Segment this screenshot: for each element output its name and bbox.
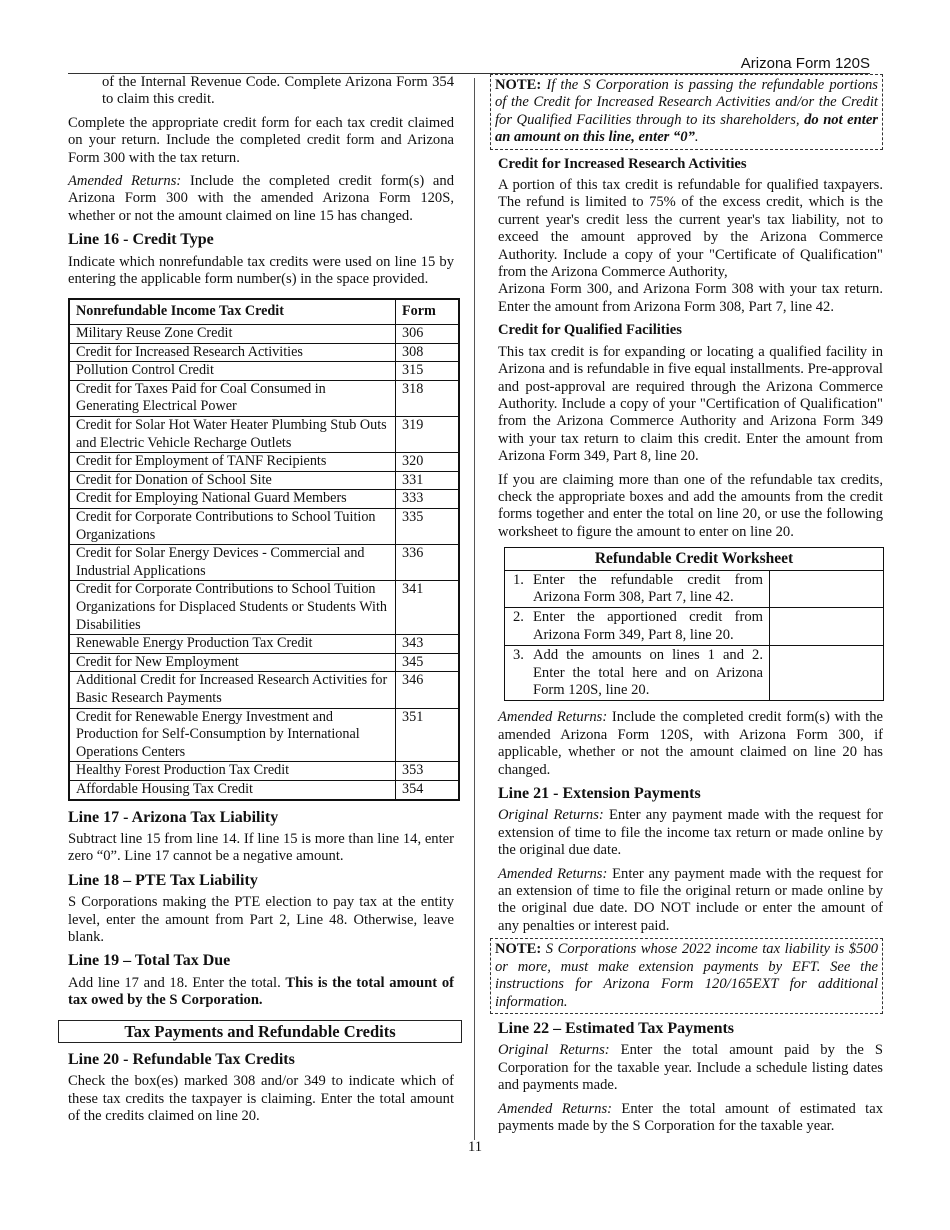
credit-table-row xyxy=(69,545,459,581)
line20-heading: Line 20 - Refundable Tax Credits xyxy=(68,1050,295,1068)
line18-heading: Line 18 – PTE Tax Liability xyxy=(68,871,258,889)
original-returns-label: Original Returns: xyxy=(498,807,604,824)
form-number-cell: 333 xyxy=(396,490,460,509)
research-credit-heading: Credit for Increased Research Activities xyxy=(498,155,747,172)
credit-name-cell: Healthy Forest Production Tax Credit xyxy=(69,762,396,781)
credit-name-cell: Credit for Increased Research Activities xyxy=(69,343,396,362)
note-text: S Corporations whose 2022 income tax liability is $500 or more, must make extension payments by EFT. See the instructions for Arizona Form 120/165EXT for additional information. xyxy=(495,941,878,1010)
credit-table-row xyxy=(69,708,459,762)
credit-table-row xyxy=(69,325,459,344)
amended-returns-text: Enter the total amount of estimated tax payments made by the S Corporation for the taxable year. xyxy=(498,1100,883,1134)
credit-name-cell: Credit for Employing National Guard Members xyxy=(69,490,396,509)
right-column xyxy=(495,74,883,1141)
worksheet-instruction-cell xyxy=(505,608,770,646)
credit-name-cell: Credit for Donation of School Site xyxy=(69,471,396,490)
form-number-cell: 336 xyxy=(396,545,460,581)
qualified-facilities-heading: Credit for Qualified Facilities xyxy=(498,322,682,339)
line16-heading: Line 16 - Credit Type xyxy=(68,231,214,249)
amended-returns-line15-paragraph xyxy=(68,173,454,225)
refundable-credit-worksheet xyxy=(504,547,884,701)
credit-name-cell: Credit for Renewable Energy Investment and Production for Self-Consumption by International Operations Centers xyxy=(69,708,396,762)
credit-name-cell: Credit for Taxes Paid for Coal Consumed in Generating Electrical Power xyxy=(69,380,396,416)
credit-table-row xyxy=(69,762,459,781)
worksheet-instruction-cell xyxy=(505,570,770,608)
worksheet-instruction-text: Add the amounts on lines 1 and 2. Enter the total here and on Arizona Form 120S, line 20. xyxy=(533,647,763,698)
credit-table-row xyxy=(69,581,459,635)
credit-table-row xyxy=(69,471,459,490)
credit-name-cell: Credit for Employment of TANF Recipients xyxy=(69,453,396,472)
credit-name-cell: Military Reuse Zone Credit xyxy=(69,325,396,344)
credit-name-header: Nonrefundable Income Tax Credit xyxy=(69,299,396,324)
form-number-cell: 353 xyxy=(396,762,460,781)
form-title-header: Arizona Form 120S xyxy=(740,55,870,72)
form-number-cell: 315 xyxy=(396,362,460,381)
note-bold-text: do not enter an amount on this line, enter “0” xyxy=(495,111,878,146)
worksheet-row xyxy=(505,570,884,608)
note-passing-refundable xyxy=(490,74,883,150)
amended-returns-label: Amended Returns: xyxy=(498,865,608,882)
section-heading-tax-payments: Tax Payments and Refundable Credits xyxy=(58,1020,462,1043)
form-number-cell: 343 xyxy=(396,635,460,654)
form-number-cell: 318 xyxy=(396,380,460,416)
research-credit-text-2: Arizona Form 300, and Arizona Form 308 with your tax return. Enter the amount from Arizona Form 308, Part 7, line 42. xyxy=(498,281,883,315)
worksheet-row xyxy=(505,646,884,701)
credit-table-row xyxy=(69,417,459,453)
amended-returns-text: Include the completed credit form(s) with the amended Arizona Form 120S, with Arizona Form 300, if applicable, whether or not the amount claimed on line 20 has changed. xyxy=(498,709,883,778)
note-eft-payments xyxy=(490,938,883,1014)
note-end: . xyxy=(694,129,699,146)
line19-bold-text: This is the total amount of tax owed by the S Corporation. xyxy=(68,974,454,1009)
form-number-cell: 306 xyxy=(396,325,460,344)
credit-name-cell: Credit for Solar Hot Water Heater Plumbing Stub Outs and Electric Vehicle Recharge Outlets xyxy=(69,417,396,453)
form-number-cell: 320 xyxy=(396,453,460,472)
worksheet-row xyxy=(505,608,884,646)
credit-name-cell: Credit for Corporate Contributions to School Tuition Organizations for Displaced Students or Students With Disabilities xyxy=(69,581,396,635)
credit-table-row xyxy=(69,490,459,509)
line21-amended-paragraph xyxy=(498,866,883,936)
worksheet-line-number: 3. xyxy=(513,647,524,664)
original-returns-label: Original Returns: xyxy=(498,1042,610,1059)
worksheet-instruction-text: Enter the apportioned credit from Arizona Form 349, Part 8, line 20. xyxy=(533,609,763,643)
credit-table-header-row xyxy=(69,299,459,324)
original-returns-text: Enter any payment made with the request for extension of time to file the income tax return or made online by the original due date. xyxy=(498,807,883,859)
original-returns-text: Enter the total amount paid by the S Corporation for the taxable year. Include a schedule listing dates and payments made. xyxy=(498,1042,883,1094)
credit-table-row xyxy=(69,453,459,472)
line17-text: Subtract line 15 from line 14. If line 15 is more than line 14, enter zero “0”. Line 17 cannot be a negative amount. xyxy=(68,830,454,865)
credit-name-cell: Credit for New Employment xyxy=(69,653,396,672)
form-number-cell: 331 xyxy=(396,471,460,490)
worksheet-instruction-cell xyxy=(505,646,770,701)
credit-name-cell: Pollution Control Credit xyxy=(69,362,396,381)
note-label: NOTE: xyxy=(495,77,542,93)
worksheet-amount-input[interactable] xyxy=(770,608,884,646)
worksheet-amount-input[interactable] xyxy=(770,646,884,701)
research-credit-text: A portion of this tax credit is refundable for qualified taxpayers. The refund is limited to 75% of the excess credit, which is the current year's credit less the current year's tax liability, not to exceed the amount approved by the Arizona Commerce Authority. Include a copy of your "Certificate of Qualification" from the Arizona Commerce Authority, xyxy=(498,177,883,281)
credit-table-row xyxy=(69,362,459,381)
credit-name-cell: Affordable Housing Tax Credit xyxy=(69,780,396,799)
line19-paragraph xyxy=(68,975,454,1010)
amended-returns-text: Enter any payment made with the request for an extension of time to file the original return or made online by the original due date. DO NOT include or enter the amount of any penalties or interest paid. xyxy=(498,865,883,934)
worksheet-instruction-text: Enter the refundable credit from Arizona Form 308, Part 7, line 42. xyxy=(533,571,763,605)
qualified-facilities-text: This tax credit is for expanding or locating a qualified facility in Arizona and is refundable in five equal installments. Pre-approval and post-approval are required through the Arizona Commerce Authority. Include a copy of your "Certification of Qualification" from the Arizona Commerce Authority and Arizona Form 349 with your tax return to claim this credit. Enter the amount from Arizona Form 349, Part 8, line 20. xyxy=(498,343,883,465)
credit-table-row xyxy=(69,780,459,799)
left-column xyxy=(68,74,454,1132)
line21-original-paragraph xyxy=(498,807,883,859)
note-label: NOTE: xyxy=(495,941,542,958)
credit-name-cell: Credit for Solar Energy Devices - Commercial and Industrial Applications xyxy=(69,545,396,581)
amended-returns-label: Amended Returns: xyxy=(498,709,608,726)
line19-heading: Line 19 – Total Tax Due xyxy=(68,952,231,970)
line22-original-paragraph xyxy=(498,1042,883,1094)
worksheet-title: Refundable Credit Worksheet xyxy=(505,548,884,570)
complete-credit-form-paragraph: Complete the appropriate credit form for each tax credit claimed on your return. Include the completed credit form and Arizona Form 300 with the tax return. xyxy=(68,114,454,166)
line22-amended-paragraph xyxy=(498,1101,883,1136)
line21-heading: Line 21 - Extension Payments xyxy=(498,785,701,803)
credit-name-cell: Credit for Corporate Contributions to School Tuition Organizations xyxy=(69,509,396,545)
form-number-cell: 351 xyxy=(396,708,460,762)
form-number-cell: 341 xyxy=(396,581,460,635)
form-number-cell: 335 xyxy=(396,509,460,545)
column-divider xyxy=(474,78,475,1140)
form-number-cell: 354 xyxy=(396,780,460,799)
note-text: If the S Corporation is passing the refundable portions of the Credit for Increased Research Activities and/or the Credit for Qualified Facilities through to its shareholders, xyxy=(495,77,878,128)
amended-returns-label: Amended Returns: xyxy=(498,1100,612,1117)
credit-name-cell: Renewable Energy Production Tax Credit xyxy=(69,635,396,654)
worksheet-amount-input[interactable] xyxy=(770,570,884,608)
credit-table-row xyxy=(69,509,459,545)
credit-name-cell: Additional Credit for Increased Research Activities for Basic Research Payments xyxy=(69,672,396,708)
worksheet-line-number: 1. xyxy=(513,571,524,588)
form-number-cell: 346 xyxy=(396,672,460,708)
amended-returns-line20-paragraph xyxy=(498,709,883,779)
amended-returns-label: Amended Returns: xyxy=(68,173,182,190)
line18-text: S Corporations making the PTE election to pay tax at the entity level, enter the amount from Part 2, Line 48. Otherwise, leave blank. xyxy=(68,894,454,945)
continued-paragraph: of the Internal Revenue Code. Complete Arizona Form 354 to claim this credit. xyxy=(102,74,454,108)
credit-table-row xyxy=(69,635,459,654)
form-number-cell: 308 xyxy=(396,343,460,362)
credit-table-row xyxy=(69,653,459,672)
form-number-cell: 345 xyxy=(396,653,460,672)
line16-text: Indicate which nonrefundable tax credits were used on line 15 by entering the applicable form number(s) in the space provided. xyxy=(68,253,454,288)
line19-text: Add line 17 and 18. Enter the total. xyxy=(68,974,286,991)
form-number-cell: 319 xyxy=(396,417,460,453)
worksheet-line-number: 2. xyxy=(513,609,524,626)
nonrefundable-credit-table xyxy=(68,298,460,800)
line22-heading: Line 22 – Estimated Tax Payments xyxy=(498,1019,735,1037)
form-number-header: Form xyxy=(396,299,460,324)
line17-heading: Line 17 - Arizona Tax Liability xyxy=(68,808,279,826)
multiple-credits-text: If you are claiming more than one of the refundable tax credits, check the appropriate boxes and add the amounts from the credit forms together and enter the total on line 20, or use the following worksheet to figure the amount to enter on line 20. xyxy=(498,471,883,540)
credit-table-row xyxy=(69,380,459,416)
line20-text: Check the box(es) marked 308 and/or 349 to indicate which of these tax credits the taxpayer is claiming. Enter the total amount of the credits claimed on line 20. xyxy=(68,1073,454,1125)
page-number: 11 xyxy=(467,1139,483,1155)
credit-table-row xyxy=(69,672,459,708)
amended-returns-text: Include the completed credit form(s) and Arizona Form 300 with the amended Arizona Form 120S, whether or not the amount claimed on line 15 has changed. xyxy=(68,173,454,224)
credit-table-row xyxy=(69,343,459,362)
